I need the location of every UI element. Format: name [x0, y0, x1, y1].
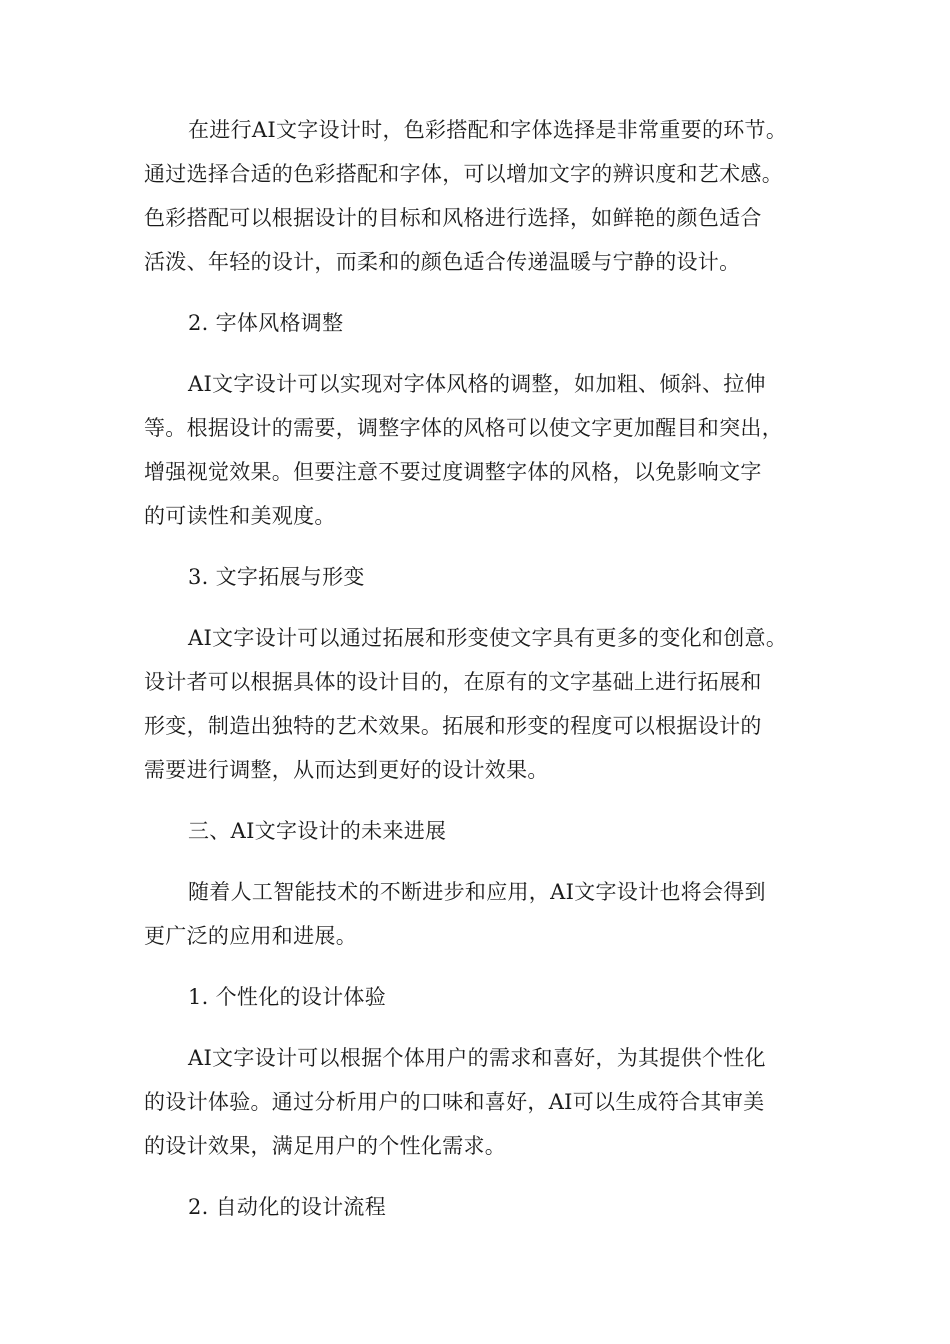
- text-line: 的可读性和美观度。: [144, 504, 336, 528]
- section-heading: 1. 个性化的设计体验: [188, 985, 387, 1009]
- heading-personalized-experience: [144, 975, 824, 1019]
- text-line: 色彩搭配可以根据设计的目标和风格进行选择，如鲜艳的颜色适合: [144, 206, 762, 230]
- heading-automated-workflow: [144, 1185, 824, 1229]
- paragraph-future-development: [144, 870, 824, 958]
- section-heading: 2. 字体风格调整: [188, 311, 344, 335]
- text-line: AI文字设计可以通过拓展和形变使文字具有更多的变化和创意。: [188, 626, 788, 650]
- text-line: 活泼、年轻的设计，而柔和的颜色适合传递温暖与宁静的设计。: [144, 250, 741, 274]
- text-line: 的设计体验。通过分析用户的口味和喜好，AI可以生成符合其审美: [144, 1090, 765, 1114]
- text-line: 的设计效果，满足用户的个性化需求。: [144, 1134, 507, 1158]
- section-heading: 3. 文字拓展与形变: [188, 565, 365, 589]
- heading-text-expansion: [144, 555, 824, 599]
- heading-font-style-adjustment: [144, 301, 824, 345]
- section-heading: 三、AI文字设计的未来进展: [188, 819, 447, 843]
- text-line: 设计者可以根据具体的设计目的，在原有的文字基础上进行拓展和: [144, 670, 762, 694]
- text-line: 等。根据设计的需要，调整字体的风格可以使文字更加醒目和突出，: [144, 416, 783, 440]
- text-line: 随着人工智能技术的不断进步和应用，AI文字设计也将会得到: [188, 880, 766, 904]
- text-line: 通过选择合适的色彩搭配和字体，可以增加文字的辨识度和艺术感。: [144, 162, 783, 186]
- section-heading: 2. 自动化的设计流程: [188, 1195, 387, 1219]
- text-line: 在进行AI文字设计时，色彩搭配和字体选择是非常重要的环节。: [188, 118, 788, 142]
- paragraph-color-and-font: [144, 108, 824, 284]
- document-body: [144, 108, 824, 1229]
- text-line: AI文字设计可以实现对字体风格的调整，如加粗、倾斜、拉伸: [188, 372, 766, 396]
- text-line: 需要进行调整，从而达到更好的设计效果。: [144, 758, 549, 782]
- text-line: 更广泛的应用和进展。: [144, 924, 357, 948]
- text-line: 形变，制造出独特的艺术效果。拓展和形变的程度可以根据设计的: [144, 714, 762, 738]
- paragraph-font-style: [144, 362, 824, 538]
- heading-future-development: [144, 809, 824, 853]
- text-line: AI文字设计可以根据个体用户的需求和喜好，为其提供个性化: [188, 1046, 766, 1070]
- paragraph-personalized-experience: [144, 1036, 824, 1168]
- text-line: 增强视觉效果。但要注意不要过度调整字体的风格，以免影响文字: [144, 460, 762, 484]
- paragraph-text-expansion: [144, 616, 824, 792]
